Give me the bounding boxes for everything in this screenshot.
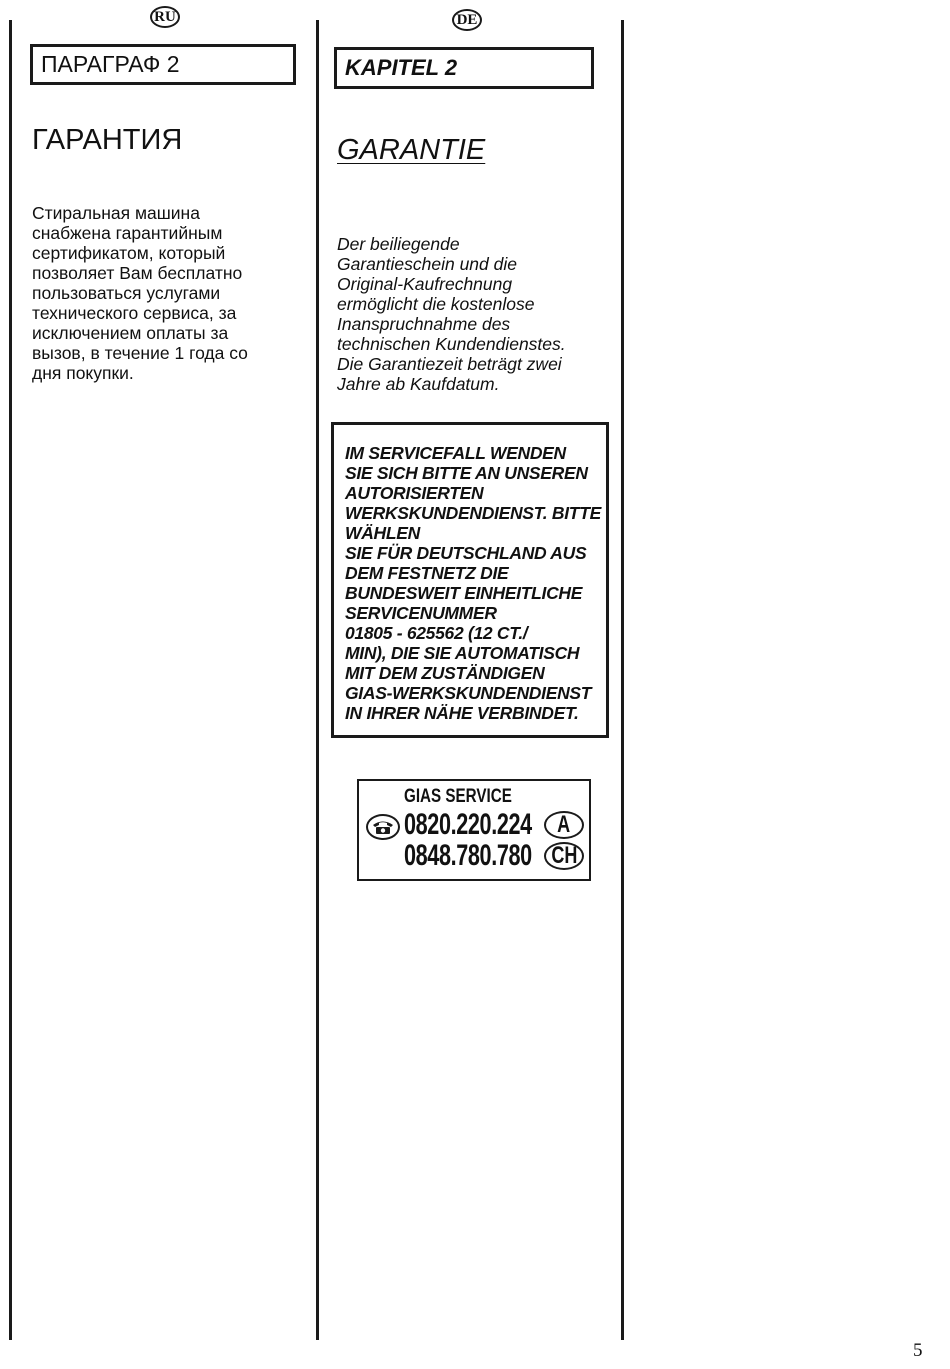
text-line: снабжена гарантийным [32, 223, 223, 243]
section-heading-ru: ГАРАНТИЯ [32, 124, 183, 156]
notice-line: SERVICENUMMER [345, 603, 497, 623]
text-line: Garantieschein und die [337, 254, 517, 274]
notice-line: GIAS-WERKSKUNDENDIENST [345, 683, 592, 703]
notice-line: IM SERVICEFALL WENDEN [345, 443, 566, 463]
text-line: ermöglicht die kostenlose [337, 294, 535, 314]
service-notice-box [331, 422, 609, 738]
text-line: Inanspruchnahme des [337, 314, 511, 334]
country-badge-switzerland [544, 842, 584, 870]
text-line: Jahre ab Kaufdatum. [337, 374, 500, 394]
notice-line: WERKSKUNDENDIENST. BITTE [345, 503, 601, 523]
warranty-text-de [337, 234, 617, 394]
text-line: Die Garantiezeit beträgt zwei [337, 354, 562, 374]
notice-line: IN IHRER NÄHE VERBINDET. [345, 703, 579, 723]
page-number: 5 [913, 1340, 923, 1361]
gias-service-box [357, 779, 591, 881]
text-line: исключением оплаты за [32, 323, 229, 343]
text-line: technischen Kundendienstes. [337, 334, 566, 354]
column-divider-right [621, 20, 624, 1340]
column-divider-left [9, 20, 12, 1340]
notice-line: AUTORISIERTEN [345, 483, 484, 503]
text-line: Original-Kaufrechnung [337, 274, 513, 294]
notice-line: BUNDESWEIT EINHEITLICHE [345, 583, 583, 603]
telephone-icon-glyph [371, 819, 395, 835]
notice-line: SIE SICH BITTE AN UNSEREN [345, 463, 588, 483]
notice-line: MIT DEM ZUSTÄNDIGEN [345, 663, 545, 683]
country-badge-austria [544, 811, 584, 839]
telephone-icon [366, 814, 400, 840]
phone-number-switzerland: 0848.780.780 [404, 839, 532, 872]
warranty-text-ru [32, 203, 312, 383]
section-heading-de: GARANTIE [337, 134, 486, 166]
chapter-title-de: KAPITEL 2 [334, 47, 594, 89]
column-divider-middle [316, 20, 319, 1340]
country-code: A [557, 811, 571, 838]
gias-service-title: GIAS SERVICE [404, 786, 512, 807]
text-line: пользоваться услугами [32, 283, 221, 303]
notice-line: DEM FESTNETZ DIE [345, 563, 509, 583]
text-line: технического сервиса, за [32, 303, 237, 323]
service-phone-number: 01805 - 625562 (12 CT./ [345, 623, 528, 643]
text-line: дня покупки. [32, 363, 134, 383]
notice-line: MIN), DIE SIE AUTOMATISCH [345, 643, 580, 663]
chapter-title-ru: ПАРАГРАФ 2 [30, 44, 296, 85]
notice-line: WÄHLEN [345, 523, 420, 543]
text-line: Der beiliegende [337, 234, 460, 254]
country-code: CH [550, 842, 577, 869]
text-line: сертификатом, который [32, 243, 226, 263]
text-line: вызов, в течение 1 года со [32, 343, 248, 363]
language-badge-de: DE [452, 9, 482, 31]
notice-line: SIE FÜR DEUTSCHLAND AUS [345, 543, 587, 563]
phone-number-austria: 0820.220.224 [404, 808, 532, 841]
language-badge-ru: RU [150, 6, 180, 28]
text-line: позволяет Вам бесплатно [32, 263, 243, 283]
text-line: Стиральная машина [32, 203, 200, 223]
